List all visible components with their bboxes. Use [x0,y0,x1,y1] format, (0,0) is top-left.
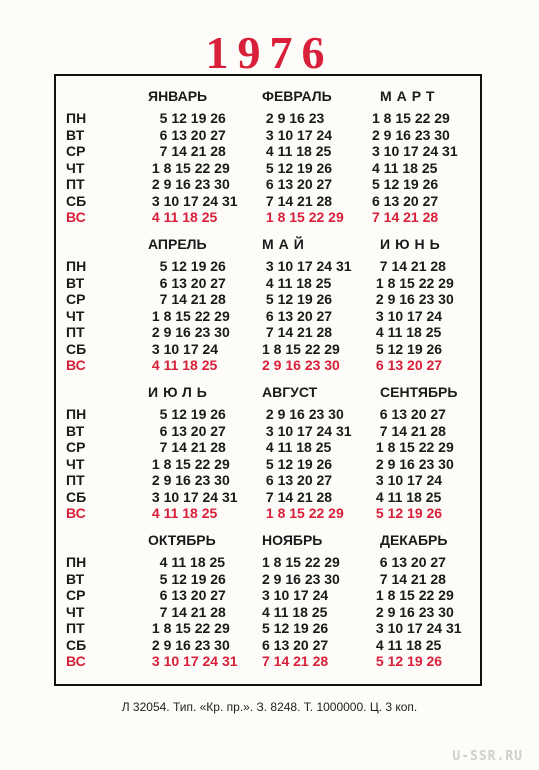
week-row: 1 8 15 22 29 [372,110,450,126]
weekday-label: ПН [66,110,87,126]
week-row: 2 9 16 23 30 [372,126,450,143]
weekday-label: ВС [66,209,86,225]
week-row: 2 9 16 23 30 [372,455,454,472]
week-row: 6 13 20 27 [148,422,226,439]
week-row: 1 8 15 22 29 [372,274,454,291]
weekday-label: ПТ [66,176,85,192]
weekday-label: ЧТ [66,159,85,176]
weekday-label: ВТ [66,422,85,439]
week-row: 5 12 19 26 [372,340,443,357]
calendar-grid [54,74,482,686]
week-row: 3 10 17 24 31 [148,192,238,209]
week-row: 3 10 17 24 31 [148,488,238,505]
week-row: 7 14 21 28 [262,488,333,505]
month-block [372,532,482,672]
weekday-label: ПН [66,554,87,570]
week-row: 3 10 17 24 31 [262,422,352,439]
week-row: 1 8 15 22 29 [148,159,230,176]
week-row: 7 14 21 28 [372,422,446,439]
week-row: 4 11 18 25 [262,439,332,455]
month-block [148,88,258,228]
week-row: 1 8 15 22 29 [262,505,344,521]
week-row: 3 10 17 24 [372,472,443,488]
week-row: 3 10 17 24 31 [148,653,238,669]
week-row: 1 8 15 22 29 [372,439,454,455]
week-row: 2 9 16 23 30 [148,324,230,340]
month-block [262,236,372,376]
weekday-label: ПТ [66,324,85,340]
week-row: 4 11 18 25 [372,159,438,176]
week-row: 5 12 19 26 [262,159,333,176]
month-block [372,236,482,376]
week-row: 4 11 18 25 [148,554,226,570]
month-name: ФЕВРАЛЬ [262,88,332,104]
week-row: 5 12 19 26 [148,406,226,422]
weekday-label: ВТ [66,126,85,143]
week-row: 5 12 19 26 [262,620,329,636]
weekday-label: СР [66,291,86,307]
week-row: 3 10 17 24 31 [262,258,352,274]
weekday-label: ЧТ [66,307,85,324]
week-row: 2 9 16 23 30 [148,636,230,653]
week-row: 7 14 21 28 [148,291,226,307]
month-name: ИЮНЬ [380,236,445,252]
week-row: 3 10 17 24 [262,587,329,603]
week-row: 4 11 18 25 [262,274,332,291]
month-block [262,384,372,524]
weekday-label: СР [66,587,86,603]
month-block [148,236,258,376]
week-row: 7 14 21 28 [262,653,329,669]
weekday-label: ВС [66,505,86,521]
week-row: 7 14 21 28 [148,603,226,620]
week-row: 4 11 18 25 [148,209,218,225]
week-row: 2 9 16 23 [262,110,325,126]
weekday-label: ВТ [66,274,85,291]
week-row: 6 13 20 27 [372,357,443,373]
month-block [262,532,372,672]
week-row: 1 8 15 22 29 [262,554,340,570]
week-row: 6 13 20 27 [148,126,226,143]
week-row: 2 9 16 23 30 [148,472,230,488]
week-row: 7 14 21 28 [262,324,333,340]
week-row: 4 11 18 25 [262,603,328,620]
week-row: 5 12 19 26 [262,291,333,307]
month-block [148,384,258,524]
week-row: 5 12 19 26 [372,505,443,521]
week-row: 4 11 18 25 [372,636,442,653]
week-row: 6 13 20 27 [262,176,333,192]
week-row: 5 12 19 26 [148,570,226,587]
month-name: АВГУСТ [262,384,318,400]
week-row: 1 8 15 22 29 [148,307,230,324]
week-row: 7 14 21 28 [372,258,446,274]
week-row: 2 9 16 23 30 [372,291,454,307]
week-row: 6 13 20 27 [148,587,226,603]
week-row: 7 14 21 28 [372,209,439,225]
week-row: 6 13 20 27 [372,554,446,570]
month-name: ЯНВАРЬ [148,88,208,104]
month-name: СЕНТЯБРЬ [380,384,458,400]
week-row: 4 11 18 25 [372,488,442,505]
weekday-label: ЧТ [66,455,85,472]
site-watermark: U-SSR.RU [452,749,523,764]
week-row: 7 14 21 28 [148,143,226,159]
week-row: 6 13 20 27 [372,406,446,422]
week-row: 5 12 19 26 [148,110,226,126]
weekday-label: ПН [66,406,87,422]
month-block [372,88,482,228]
week-row: 1 8 15 22 29 [148,620,230,636]
weekday-label: СБ [66,192,87,209]
week-row: 4 11 18 25 [148,505,218,521]
week-row: 2 9 16 23 30 [372,603,454,620]
week-row: 3 10 17 24 [148,340,219,357]
week-row: 1 8 15 22 29 [372,587,454,603]
month-name: ОКТЯБРЬ [148,532,216,548]
week-row: 7 14 21 28 [372,570,446,587]
week-row: 4 11 18 25 [148,357,218,373]
weekday-label: СБ [66,488,87,505]
weekday-label: ПТ [66,620,85,636]
weekday-label: ВТ [66,570,85,587]
month-name: ИЮЛЬ [148,384,212,400]
week-row: 2 9 16 23 30 [262,357,340,373]
week-row: 1 8 15 22 29 [262,340,340,357]
month-block [262,88,372,228]
month-name: МАРТ [380,88,440,104]
week-row: 5 12 19 26 [262,455,333,472]
weekday-label: ВС [66,357,86,373]
weekday-label: ПН [66,258,87,274]
month-name: АПРЕЛЬ [148,236,207,252]
week-row: 5 12 19 26 [372,176,439,192]
week-row: 6 13 20 27 [148,274,226,291]
weekday-label: ПТ [66,472,85,488]
week-row: 6 13 20 27 [262,307,333,324]
week-row: 5 12 19 26 [372,653,443,669]
week-row: 4 11 18 25 [372,324,442,340]
week-row: 6 13 20 27 [372,192,439,209]
month-name: НОЯБРЬ [262,532,323,548]
weekday-label: ЧТ [66,603,85,620]
month-name: ДЕКАБРЬ [380,532,448,548]
year-title: 1976 [205,27,334,78]
weekday-label: СР [66,439,86,455]
month-block [148,532,258,672]
month-block [372,384,482,524]
week-row: 1 8 15 22 29 [262,209,344,225]
week-row: 2 9 16 23 30 [262,406,344,422]
weekday-label: СБ [66,636,87,653]
weekday-label: ВС [66,653,86,669]
week-row: 1 8 15 22 29 [148,455,230,472]
week-row: 3 10 17 24 [372,307,443,324]
week-row: 7 14 21 28 [262,192,333,209]
weekday-label: СБ [66,340,87,357]
week-row: 6 13 20 27 [262,472,333,488]
week-row: 7 14 21 28 [148,439,226,455]
week-row: 2 9 16 23 30 [148,176,230,192]
weekday-label: СР [66,143,86,159]
week-row: 6 13 20 27 [262,636,329,653]
week-row: 4 11 18 25 [262,143,332,159]
week-row: 3 10 17 24 31 [372,143,458,159]
print-imprint: Л 32054. Тип. «Кр. пр.». З. 8248. Т. 1000000. Ц. 3 коп. [121,700,418,714]
week-row: 2 9 16 23 30 [262,570,340,587]
month-name: МАЙ [262,236,309,252]
week-row: 5 12 19 26 [148,258,226,274]
week-row: 3 10 17 24 [262,126,333,143]
week-row: 3 10 17 24 31 [372,620,462,636]
